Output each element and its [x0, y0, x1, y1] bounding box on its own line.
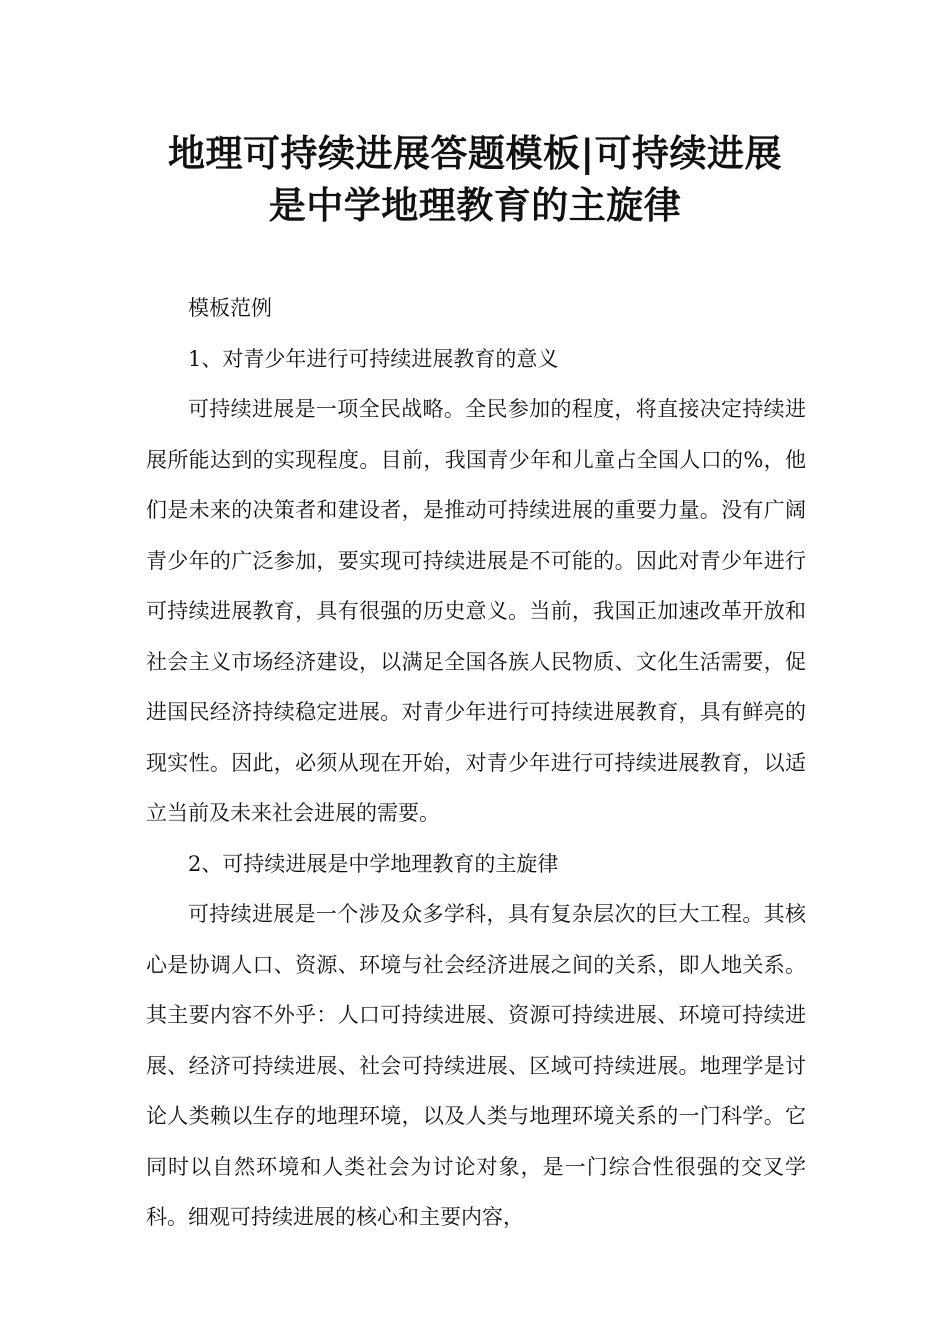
body-paragraph-2: 可持续进展是一个涉及众多学科，具有复杂层次的巨大工程。其核心是协调人口、资源、环境与社会经济进展之间的关系，即人地关系。其主要内容不外乎：人口可持续进展、资源可持续进展、环境可持续进展、经济可持续进展、社会可持续进展、区域可持续进展。地理学是讨论人类赖以生存的地理环境，以及人类与地理环境关系的一门科学。它同时以自然环境和人类社会为讨论对象，是一门综合性很强的交叉学科。细观可持续进展的核心和主要内容，	[146, 902, 806, 1229]
document-body	[146, 283, 806, 1243]
title-line-2: 是中学地理教育的主旋律	[268, 184, 682, 227]
title-line-1: 地理可持续进展答题模板|可持续进展	[167, 132, 782, 175]
document-title	[140, 128, 810, 232]
section-label: 模板范例	[188, 296, 272, 320]
body-paragraph-1: 可持续进展是一项全民战略。全民参加的程度，将直接决定持续进展所能达到的实现程度。目前，我国青少年和儿童占全国人口的%，他们是未来的决策者和建设者，是推动可持续进展的重要力量。没有广阔青少年的广泛参加，要实现可持续进展是不可能的。因此对青少年进行可持续进展教育，具有很强的历史意义。当前，我国正加速改革开放和社会主义市场经济建设，以满足全国各族人民物质、文化生活需要，促进国民经济持续稳定进展。对青少年进行可持续进展教育，具有鲜亮的现实性。因此，必须从现在开始，对青少年进行可持续进展教育，以适立当前及未来社会进展的需要。	[146, 397, 806, 825]
section-heading-1: 1、对青少年进行可持续进展教育的意义	[188, 346, 559, 371]
section-heading-2: 2、可持续进展是中学地理教育的主旋律	[188, 851, 559, 876]
